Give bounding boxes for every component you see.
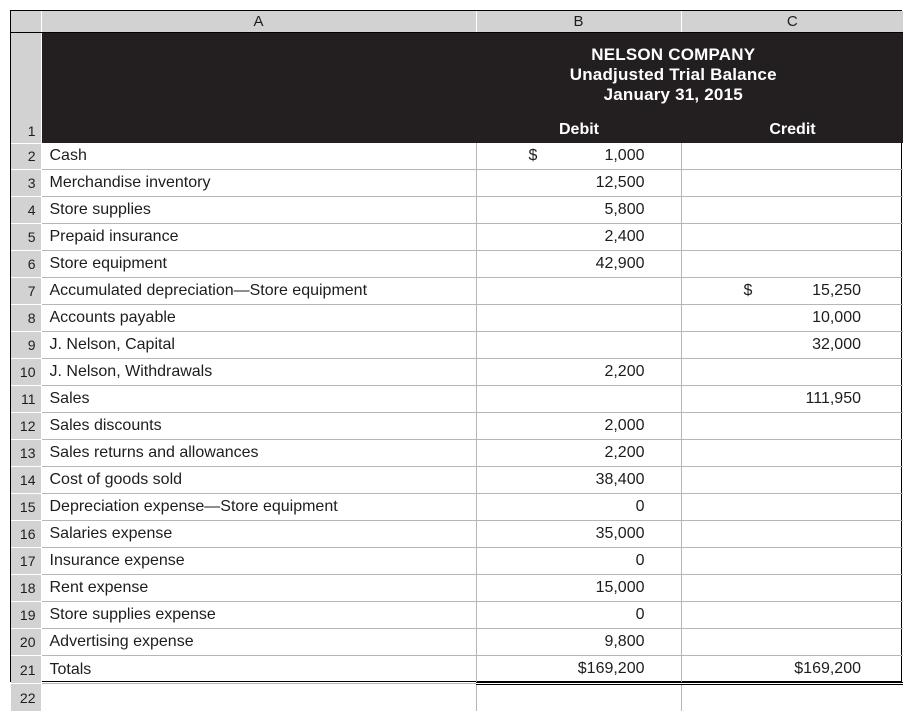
- debit-value: 12,500: [596, 174, 645, 191]
- row-header-20[interactable]: 20: [11, 629, 41, 656]
- credit-value: $169,200: [794, 660, 861, 677]
- row-header-14[interactable]: 14: [11, 467, 41, 494]
- debit-cell[interactable]: [476, 386, 681, 413]
- report-title-banner: [41, 33, 903, 144]
- credit-value: 111,950: [806, 390, 861, 407]
- table-row: [11, 143, 903, 170]
- column-header-b[interactable]: B: [476, 11, 681, 33]
- credit-cell[interactable]: [681, 197, 903, 224]
- account-name-cell[interactable]: J. Nelson, Withdrawals: [41, 359, 476, 386]
- table-row: [11, 467, 903, 494]
- table-row: [11, 33, 903, 144]
- account-name-cell[interactable]: Prepaid insurance: [41, 224, 476, 251]
- row-header-16[interactable]: 16: [11, 521, 41, 548]
- debit-value: 1,000: [604, 147, 644, 164]
- credit-cell[interactable]: [681, 386, 903, 413]
- debit-cell[interactable]: [476, 440, 681, 467]
- table-row: [11, 575, 903, 602]
- debit-value: 2,200: [604, 363, 644, 380]
- trial-balance-grid: [11, 11, 903, 711]
- table-row: [11, 684, 903, 711]
- debit-cell[interactable]: [476, 278, 681, 305]
- account-name-cell[interactable]: Store supplies expense: [41, 602, 476, 629]
- account-name-cell[interactable]: Store supplies: [41, 197, 476, 224]
- account-name-cell[interactable]: Insurance expense: [41, 548, 476, 575]
- row-header-5[interactable]: 5: [11, 224, 41, 251]
- debit-cell[interactable]: [476, 143, 681, 170]
- table-row: [11, 170, 903, 197]
- row-header-21[interactable]: 21: [11, 656, 41, 684]
- table-row: [11, 332, 903, 359]
- debit-value: 42,900: [596, 255, 645, 272]
- table-row: [11, 386, 903, 413]
- credit-cell[interactable]: [681, 656, 903, 684]
- credit-cell[interactable]: [681, 467, 903, 494]
- debit-value: 9,800: [604, 633, 644, 650]
- account-name-cell[interactable]: Accumulated depreciation—Store equipment: [41, 278, 476, 305]
- credit-cell[interactable]: [681, 278, 903, 305]
- account-name-cell[interactable]: Store equipment: [41, 251, 476, 278]
- debit-cell[interactable]: [476, 224, 681, 251]
- table-row: [11, 278, 903, 305]
- debit-cell[interactable]: [476, 197, 681, 224]
- column-header-c[interactable]: C: [681, 11, 903, 33]
- debit-cell[interactable]: [476, 602, 681, 629]
- debit-value: 35,000: [596, 525, 645, 542]
- account-name-cell[interactable]: Depreciation expense—Store equipment: [41, 494, 476, 521]
- debit-cell[interactable]: [476, 575, 681, 602]
- account-name-cell[interactable]: Totals: [41, 656, 476, 684]
- debit-cell[interactable]: [476, 332, 681, 359]
- debit-cell[interactable]: [476, 656, 681, 684]
- credit-column-header: Credit: [682, 121, 904, 139]
- credit-value: 15,250: [812, 282, 861, 299]
- account-name-cell[interactable]: Accounts payable: [41, 305, 476, 332]
- debit-cell[interactable]: [476, 251, 681, 278]
- account-name-cell[interactable]: Cost of goods sold: [41, 467, 476, 494]
- column-header-row: [11, 11, 903, 33]
- account-name-cell[interactable]: Sales discounts: [41, 413, 476, 440]
- credit-cell[interactable]: [681, 684, 903, 711]
- row-header-12[interactable]: 12: [11, 413, 41, 440]
- account-name-cell[interactable]: Merchandise inventory: [41, 170, 476, 197]
- row-header-15[interactable]: 15: [11, 494, 41, 521]
- table-row: [11, 197, 903, 224]
- account-name-cell[interactable]: Salaries expense: [41, 521, 476, 548]
- debit-value: 2,400: [604, 228, 644, 245]
- table-row: [11, 251, 903, 278]
- debit-cell[interactable]: [476, 629, 681, 656]
- spreadsheet: [10, 10, 902, 682]
- row-header-1[interactable]: 1: [11, 33, 41, 144]
- credit-cell[interactable]: [681, 305, 903, 332]
- debit-value: 0: [636, 552, 645, 569]
- credit-cell[interactable]: [681, 440, 903, 467]
- account-name-cell[interactable]: Cash: [41, 143, 476, 170]
- row-header-13[interactable]: 13: [11, 440, 41, 467]
- debit-cell[interactable]: [476, 521, 681, 548]
- credit-cell[interactable]: [681, 602, 903, 629]
- report-heading: [42, 45, 904, 105]
- debit-cell[interactable]: [476, 467, 681, 494]
- credit-cell[interactable]: [681, 251, 903, 278]
- credit-cell[interactable]: [681, 332, 903, 359]
- table-row: [11, 413, 903, 440]
- table-row: [11, 305, 903, 332]
- currency-symbol: $: [529, 147, 538, 165]
- account-name-cell[interactable]: Advertising expense: [41, 629, 476, 656]
- table-row: [11, 548, 903, 575]
- table-row: [11, 440, 903, 467]
- debit-cell[interactable]: [476, 170, 681, 197]
- debit-value: 2,200: [604, 444, 644, 461]
- report-statement: Unadjusted Trial Balance: [42, 65, 904, 85]
- row-header-18[interactable]: 18: [11, 575, 41, 602]
- select-all-corner[interactable]: [11, 11, 41, 33]
- debit-cell[interactable]: [476, 494, 681, 521]
- debit-cell[interactable]: [476, 305, 681, 332]
- row-header-6[interactable]: 6: [11, 251, 41, 278]
- debit-cell[interactable]: [476, 413, 681, 440]
- credit-cell[interactable]: [681, 494, 903, 521]
- debit-value: 0: [636, 498, 645, 515]
- row-header-17[interactable]: 17: [11, 548, 41, 575]
- debit-cell[interactable]: [476, 684, 681, 711]
- debit-value: 15,000: [596, 579, 645, 596]
- credit-cell[interactable]: [681, 521, 903, 548]
- row-header-2[interactable]: 2: [11, 143, 41, 170]
- table-row: [11, 521, 903, 548]
- row-header-4[interactable]: 4: [11, 197, 41, 224]
- debit-value: 2,000: [604, 417, 644, 434]
- credit-cell[interactable]: [681, 575, 903, 602]
- debit-column-header: Debit: [477, 121, 682, 139]
- debit-value: 0: [636, 606, 645, 623]
- credit-cell[interactable]: [681, 224, 903, 251]
- row-header-19[interactable]: 19: [11, 602, 41, 629]
- row-header-8[interactable]: 8: [11, 305, 41, 332]
- account-name-cell[interactable]: [41, 684, 476, 711]
- table-row: [11, 359, 903, 386]
- account-name-cell[interactable]: Sales: [41, 386, 476, 413]
- currency-symbol: $: [744, 282, 753, 300]
- credit-cell[interactable]: [681, 413, 903, 440]
- debit-value: 5,800: [604, 201, 644, 218]
- table-row: [11, 629, 903, 656]
- debit-cell[interactable]: [476, 548, 681, 575]
- table-row: [11, 602, 903, 629]
- credit-cell[interactable]: [681, 170, 903, 197]
- account-name-cell[interactable]: Sales returns and allowances: [41, 440, 476, 467]
- table-row: [11, 494, 903, 521]
- credit-cell[interactable]: [681, 548, 903, 575]
- debit-value: 38,400: [596, 471, 645, 488]
- account-name-cell[interactable]: J. Nelson, Capital: [41, 332, 476, 359]
- report-date: January 31, 2015: [42, 85, 904, 105]
- column-header-a[interactable]: A: [41, 11, 476, 33]
- row-header-22[interactable]: 22: [11, 684, 41, 711]
- row-header-10[interactable]: 10: [11, 359, 41, 386]
- debit-value: $169,200: [578, 660, 645, 677]
- debit-cell[interactable]: [476, 359, 681, 386]
- account-name-cell[interactable]: Rent expense: [41, 575, 476, 602]
- report-company: NELSON COMPANY: [42, 45, 904, 65]
- table-row: [11, 224, 903, 251]
- credit-cell[interactable]: [681, 629, 903, 656]
- row-header-9[interactable]: 9: [11, 332, 41, 359]
- row-header-7[interactable]: 7: [11, 278, 41, 305]
- row-header-11[interactable]: 11: [11, 386, 41, 413]
- row-header-3[interactable]: 3: [11, 170, 41, 197]
- credit-cell[interactable]: [681, 143, 903, 170]
- credit-value: 10,000: [812, 309, 861, 326]
- credit-cell[interactable]: [681, 359, 903, 386]
- table-row: [11, 656, 903, 684]
- credit-value: 32,000: [812, 336, 861, 353]
